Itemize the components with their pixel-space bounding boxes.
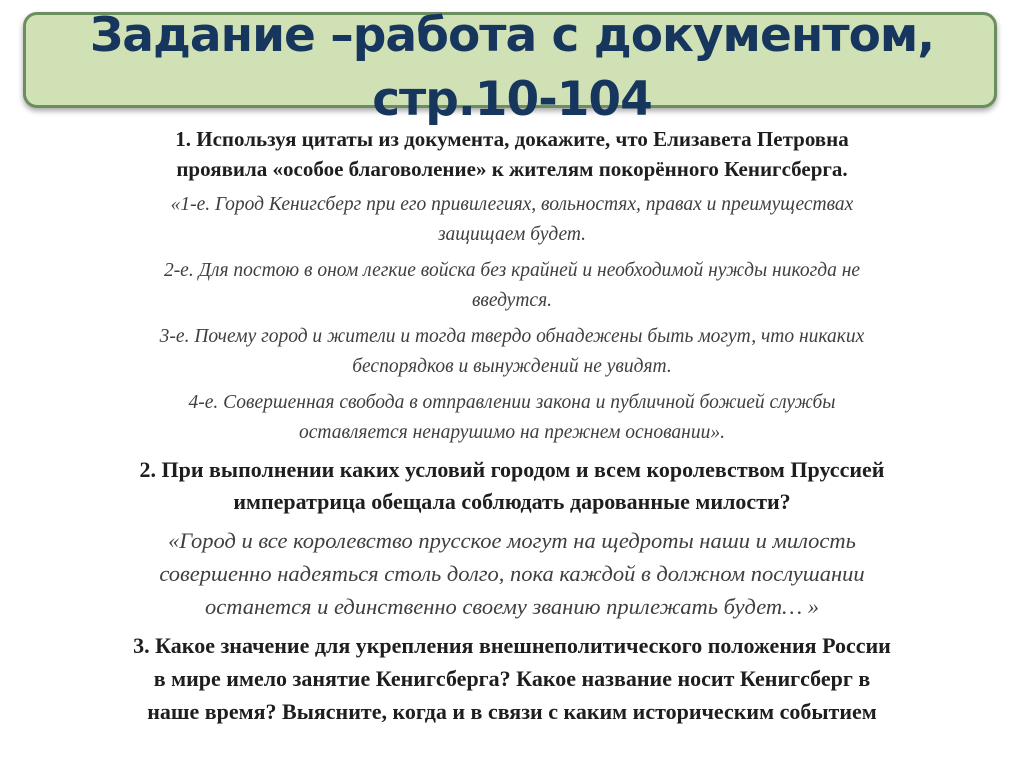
question-1 — [30, 124, 994, 184]
quote-3 — [30, 322, 994, 382]
question-2-line-2: императрица обещала соблюдать дарованные милости? — [233, 489, 791, 514]
question-2-line-1: 2. При выполнении каких условий городом и всем королевством Пруссией — [139, 457, 885, 482]
title-line-1: Задание –работа с документом, — [89, 8, 935, 63]
quote-1-line-1: «1-е. Город Кенигсберг при его привилегиях, вольностях, правах и преимуществах — [170, 194, 854, 215]
quote-4 — [30, 388, 994, 448]
quote-1-line-2: защищаем будет. — [437, 224, 587, 245]
question-1-line-2: проявила «особое благоволение» к жителям покорённого Кенигсберга. — [176, 157, 848, 181]
quote-2-line-2: введутся. — [471, 290, 553, 311]
question-3-line-3: наше время? Выясните, когда и в связи с каким историческим событием — [147, 699, 877, 724]
quote-2 — [30, 256, 994, 316]
question-3-line-2: в мире имело занятие Кенигсберга? Какое название носит Кенигсберг в — [153, 666, 871, 691]
question-3-line-1: 3. Какое значение для укрепления внешнеполитического положения России — [133, 633, 891, 658]
quote-2-line-1: 2-е. Для постою в оном легкие войска без крайней и необходимой нужды никогда не — [163, 260, 861, 281]
question-2 — [30, 454, 994, 518]
quote-3-line-1: 3-е. Почему город и жители и тогда твердо обнадежены быть могут, что никаких — [159, 326, 865, 347]
quote-1 — [30, 190, 994, 250]
quote-4-line-1: 4-е. Совершенная свобода в отправлении закона и публичной божией службы — [188, 392, 836, 413]
quote-q2-line-2: совершенно надеяться столь долго, пока каждой в должном послушании — [159, 561, 865, 586]
quote-3-line-2: беспорядков и вынуждений не увидят. — [352, 356, 672, 377]
slide-title — [0, 4, 1024, 132]
slide-content — [30, 124, 994, 728]
quote-q2 — [30, 524, 994, 623]
quote-q2-line-1: «Город и все королевство прусское могут на щедроты наши и милость — [168, 528, 856, 553]
quote-q2-line-3: останется и единственно своему званию прилежать будет… » — [204, 594, 820, 619]
question-1-line-1: 1. Используя цитаты из документа, докажите, что Елизавета Петровна — [175, 127, 849, 151]
question-3 — [30, 629, 994, 728]
quote-4-line-2: оставляется ненарушимо на прежнем основании». — [298, 422, 725, 443]
title-line-2: стр.10-104 — [372, 72, 652, 127]
